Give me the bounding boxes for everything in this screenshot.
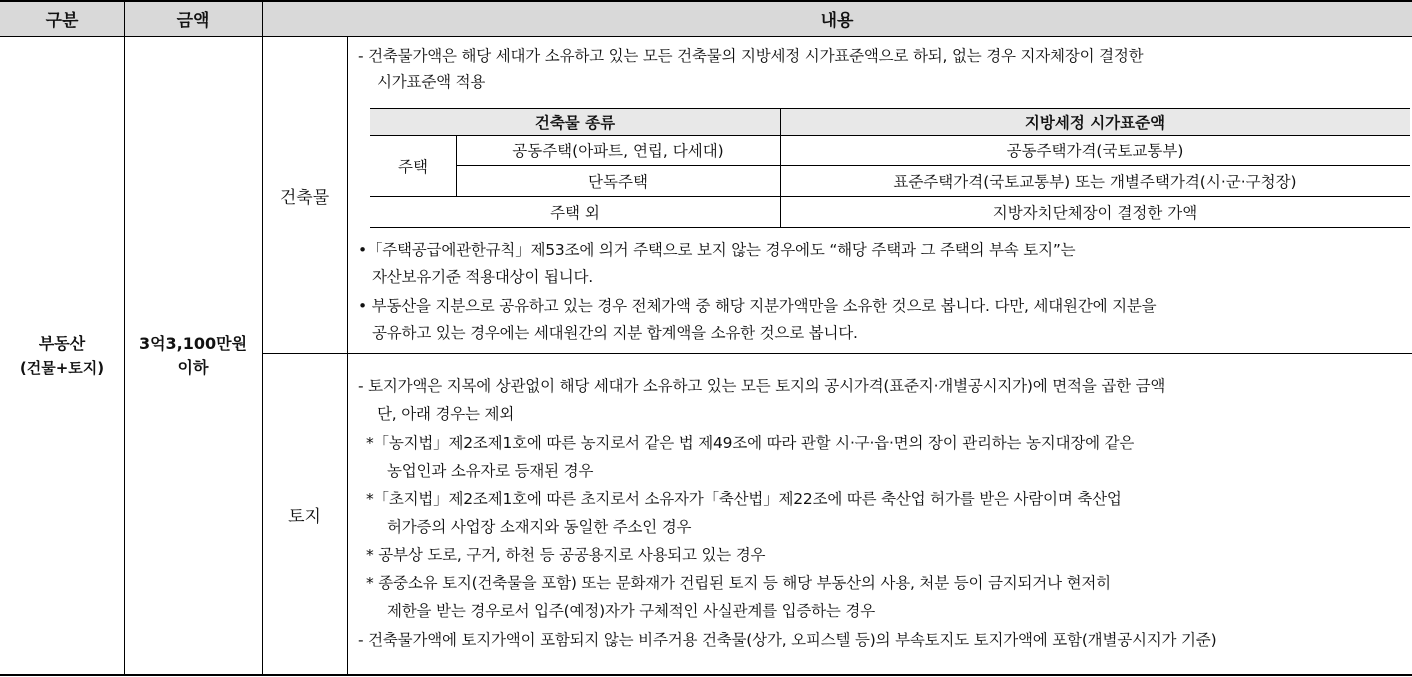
land-exception4-line1: * 종중소유 토지(건축물을 포함) 또는 문화재가 건립된 토지 등 해당 부동산의 사용, 처분 등이 금지되거나 현저히: [366, 574, 1111, 592]
inner-bottom: [370, 227, 1410, 228]
land-label: 토지: [288, 506, 321, 527]
building-bullet2-line1: • 부동산을 지분으로 공유하고 있는 경우 전체가액 중 해당 지분가액만을 소유한 것으로 봅니다. 다만, 세대원간에 지분을: [358, 297, 1157, 315]
land-exception4-line2: 제한을 받는 경우로서 입주(예정)자가 구체적인 사실관계를 입증하는 경우: [387, 602, 875, 620]
col-divider-3: [347, 37, 348, 676]
inner-row1-value: 공동주택가격(국토교통부): [1006, 142, 1184, 160]
category-title: 부동산: [38, 333, 86, 353]
inner-row2-value: 표준주택가격(국토교통부) 또는 개별주택가격(시·군·구청장): [893, 172, 1297, 191]
land-exception1-line2: 농업인과 소유자로 등재된 경우: [387, 462, 594, 480]
inner-house-divider: [456, 135, 457, 196]
inner-header-type: 건축물 종류: [370, 108, 780, 135]
inner-row1-bottom: [456, 165, 1410, 166]
inner-row1-type: 공동주택(아파트, 연립, 다세대): [512, 142, 724, 160]
category-cell: [0, 37, 124, 674]
land-exception3-line1: * 공부상 도로, 구거, 하천 등 공공용지로 사용되고 있는 경우: [366, 546, 766, 564]
inner-row3-type: 주택 외: [550, 203, 600, 222]
building-label: 건축물: [279, 187, 330, 208]
land-exception2-line1: *「초지법」제2조제1호에 따른 초지로서 소유자가「축산법」제22조에 따른 축산업 허가를 받은 사람이며 축산업: [366, 490, 1122, 508]
building-bullet1-line1: •「주택공급에관한규칙」제53조에 의거 주택으로 보지 않는 경우에도 “해당 주택과 그 주택의 부속 토지”는: [358, 241, 1076, 259]
building-bullet1-line2: 자산보유기준 적용대상이 됩니다.: [372, 268, 594, 286]
header-category: 구분: [0, 0, 124, 37]
table-top-border: [0, 0, 1412, 2]
land-intro-line1: - 토지가액은 지목에 상관없이 해당 세대가 소유하고 있는 모든 토지의 공시가격(표준지·개별공시지가)에 면적을 곱한 금액: [358, 377, 1166, 395]
building-bullet2-line2: 공유하고 있는 경우에는 세대원간의 지분 합계액을 소유한 것으로 봅니다.: [372, 324, 858, 342]
inner-row2-bottom: [370, 196, 1410, 197]
standard-price-table: [370, 108, 1410, 228]
amount-cell: [124, 37, 262, 674]
amount-qualifier: 이하: [177, 357, 209, 377]
table-bottom-border: [0, 674, 1412, 676]
amount-value: 3억3,100만원: [138, 333, 248, 353]
inner-head-bottom: [370, 135, 1410, 136]
header-content: 내용: [262, 0, 1412, 37]
inner-col-divider: [780, 108, 781, 227]
category-subtitle: (건물+토지): [19, 358, 105, 377]
inner-row2-type: 단독주택: [588, 172, 648, 191]
building-land-divider: [262, 353, 1412, 354]
land-intro-line2: 단, 아래 경우는 제외: [377, 405, 515, 423]
building-intro-line1: - 건축물가액은 해당 세대가 소유하고 있는 모든 건축물의 지방세정 시가표준액으로 하되, 없는 경우 지자체장이 결정한: [358, 47, 1144, 65]
inner-top: [370, 108, 1410, 109]
building-intro-line2: 시가표준액 적용: [377, 73, 486, 91]
land-note: - 건축물가액에 토지가액이 포함되지 않는 비주거용 건축물(상가, 오피스텔 등)의 부속토지도 토지가액에 포함(개별공시지가 기준): [358, 631, 1217, 649]
header-amount: 금액: [124, 0, 262, 37]
land-exception2-line2: 허가증의 사업장 소재지와 동일한 주소인 경우: [387, 518, 692, 536]
inner-house-label: 주택: [398, 157, 428, 176]
inner-row3-value: 지방자치단체장이 결정한 가액: [992, 203, 1198, 222]
inner-header-value: 지방세정 시가표준액: [780, 108, 1410, 135]
land-exception1-line1: *「농지법」제2조제1호에 따른 농지로서 같은 법 제49조에 따라 관할 시·구·읍·면의 장이 관리하는 농지대장에 같은: [366, 434, 1135, 452]
